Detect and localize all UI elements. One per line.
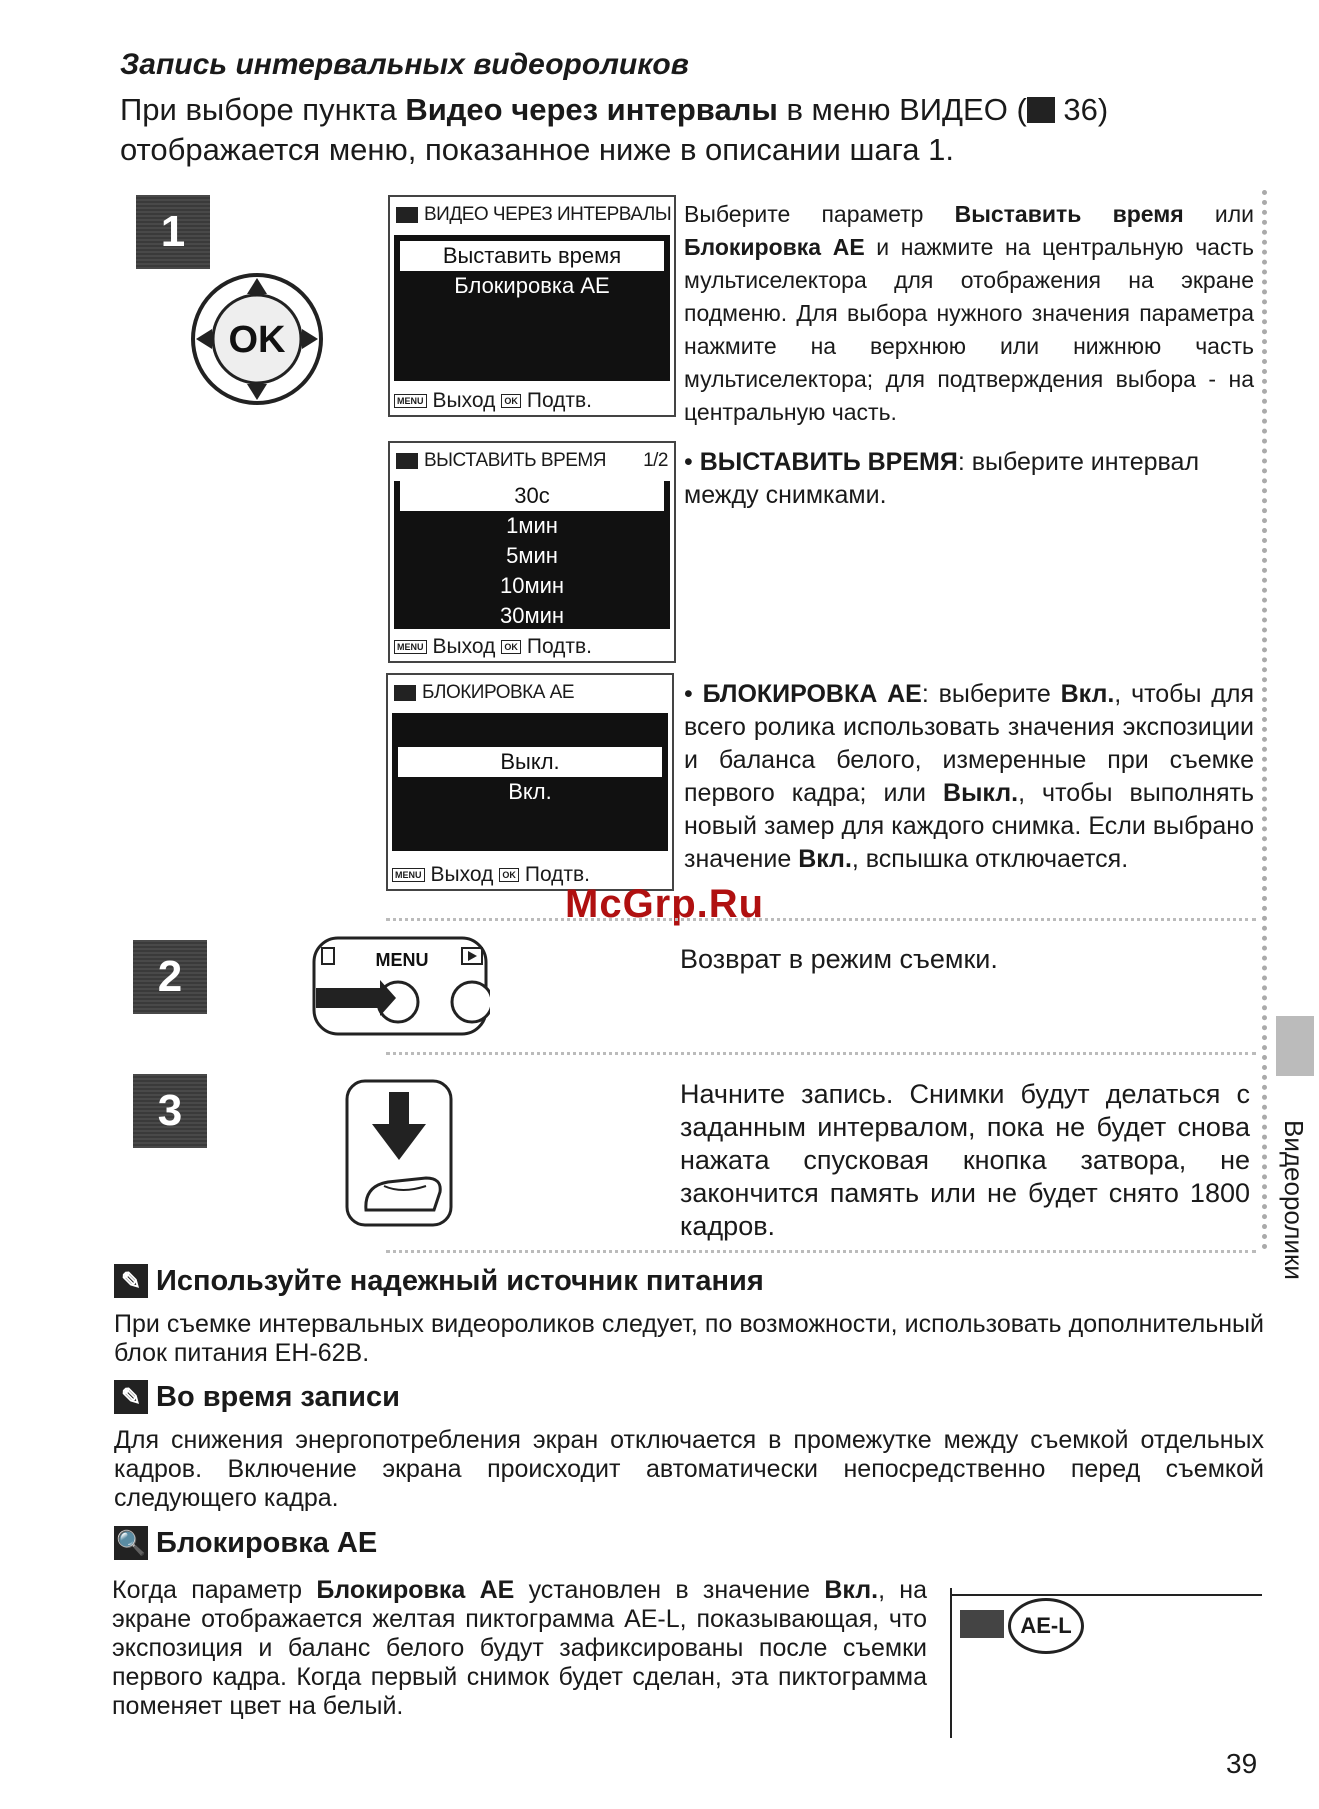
bullet-time-bold: ВЫСТАВИТЬ ВРЕМЯ (699, 448, 958, 476)
screen-edge (952, 1594, 1262, 1596)
step-2-badge: 2 (133, 940, 207, 1014)
menu-tag-icon: MENU (392, 868, 425, 882)
lead-text-2: в меню ВИДЕО ( (777, 92, 1027, 127)
movie-icon (396, 207, 418, 223)
step-divider (386, 1052, 1256, 1055)
ael-screen-illustration (950, 1588, 1262, 1738)
screen-title: ВИДЕО ЧЕРЕЗ ИНТЕРВАЛЫ (424, 204, 672, 225)
bullet-dot: • (684, 448, 700, 476)
section-title: Запись интервальных видеороликов (120, 48, 689, 81)
menu-item-set-time[interactable]: Выставить время (400, 241, 664, 271)
note-1-title (114, 1264, 764, 1298)
magnifier-icon: 🔍 (114, 1526, 148, 1560)
note-3-bold-2: Вкл. (824, 1576, 879, 1604)
bullet-ae-bold-2: Вкл. (1060, 680, 1115, 708)
multiselector-icon (190, 272, 324, 406)
note-3-text-3: , на экране отображается желтая пиктограмма AE-L, показывающая, что экспозиция и баланс белого будут зафиксированы после съемки первого кадра. Когда первый снимок будет сделан, эта пиктограмма поменяет цвет на белый. (112, 1576, 927, 1720)
step-box-border (1256, 190, 1267, 1250)
note-3-bold-1: Блокировка АЕ (316, 1576, 515, 1604)
screen-title: ВЫСТАВИТЬ ВРЕМЯ (424, 450, 606, 471)
watermark: McGrp.Ru (565, 882, 765, 926)
option-30min[interactable]: 30мин (499, 603, 565, 628)
lead-text-3: отображается меню, показанное ниже в описании шага 1. (120, 132, 954, 167)
menu-screen-video-interval (388, 195, 676, 417)
step-2-text: Возврат в режим съемки. (680, 944, 998, 974)
option-off[interactable]: Выкл. (398, 747, 662, 777)
note-3-title-text: Блокировка АЕ (156, 1526, 378, 1559)
menu-screen-ae-lock (386, 673, 674, 891)
footer-exit: Выход (432, 389, 496, 412)
footer-confirm: Подтв. (524, 863, 591, 886)
note-1-body: При съемке интервальных видеороликов следует, по возможности, использовать дополнительный блок питания EH-62B. (114, 1310, 1264, 1367)
lead-page-ref: 36) (1054, 92, 1109, 127)
lead-text-1: При выборе пункта (120, 92, 406, 127)
step-1-text (684, 198, 1254, 429)
ok-tag-icon: OK (501, 394, 521, 408)
ok-tag-icon: OK (499, 868, 519, 882)
page-number: 39 (1226, 1748, 1258, 1779)
menu-list (394, 235, 670, 381)
screen-header (388, 675, 672, 711)
note-2-title (114, 1380, 400, 1414)
screen-footer (394, 389, 592, 413)
screen-header (390, 443, 674, 479)
bullet-ae-text-1: : выберите (921, 680, 1061, 708)
screen-footer (392, 863, 590, 887)
menu-tag-icon: MENU (394, 640, 427, 654)
menu-button-illustration (310, 936, 490, 1036)
side-tab-marker (1276, 1016, 1314, 1076)
side-tab-label: Видеоролики (1279, 1120, 1309, 1280)
menu-list (392, 713, 668, 851)
pencil-icon: ✎ (114, 1380, 148, 1414)
lead-paragraph (120, 90, 1270, 170)
page-ref-icon (1027, 97, 1055, 123)
ok-tag-icon: OK (501, 640, 521, 654)
step-1-badge: 1 (136, 195, 210, 269)
pencil-icon: ✎ (114, 1264, 148, 1298)
movie-icon (394, 685, 416, 701)
movie-icon (960, 1610, 1004, 1638)
screen-footer (394, 635, 592, 659)
menu-button-label: MENU (375, 950, 429, 970)
footer-confirm: Подтв. (526, 389, 593, 412)
bullet-ae-bold: БЛОКИРОВКА АЕ (702, 680, 922, 708)
step-1-text-3: и нажмите на центральную часть мультиселектора для отображения на экране подменю. Для выбора нужного значения параметра нажмите на верхнюю или нижнюю часть мультиселектора; для подтверждения выбора - на центральную часть. (684, 234, 1254, 425)
note-3-title (114, 1526, 377, 1560)
lead-bold: Видео через интервалы (405, 92, 778, 127)
bullet-ae-bold-4: Вкл. (798, 845, 852, 873)
footer-exit: Выход (432, 635, 496, 658)
note-2-title-text: Во время записи (156, 1380, 400, 1413)
bullet-set-time (684, 446, 1254, 512)
step-1-text-2: или (1183, 201, 1254, 227)
note-3-text-2: установлен в значение (514, 1576, 825, 1604)
shutter-release-icon (344, 1078, 454, 1228)
option-on[interactable]: Вкл. (508, 779, 552, 804)
bullet-ae-text-2: , чтобы для всего ролика использовать значения экспозиции и баланса белого, измеренные при съемке первого кадра; или (684, 680, 1254, 807)
ael-icon: AE-L (1008, 1598, 1084, 1654)
bullet-ae-bold-3: Выкл. (943, 779, 1019, 807)
step-1-bold-1: Выставить время (954, 201, 1184, 227)
menu-item-ae-lock[interactable]: Блокировка АЕ (454, 273, 610, 298)
step-3-badge: 3 (133, 1074, 207, 1148)
step-3-text: Начните запись. Снимки будут делаться с заданным интервалом, пока не будет снова нажата спусковая кнопка затвора, не закончится память или не будет снято 1800 кадров. (680, 1079, 1250, 1241)
menu-tag-icon: MENU (394, 394, 427, 408)
note-3-body (112, 1576, 927, 1721)
screen-page: 1/2 (643, 450, 668, 471)
step-divider (386, 1250, 1256, 1253)
footer-confirm: Подтв. (526, 635, 593, 658)
note-3-text-1: Когда параметр (112, 1576, 317, 1604)
bullet-time-text: : выберите интервал между снимками. (684, 448, 1200, 509)
ok-label: OK (228, 319, 286, 361)
footer-exit: Выход (430, 863, 494, 886)
option-10min[interactable]: 10мин (499, 573, 565, 598)
note-2-body: Для снижения энергопотребления экран отключается в промежутке между съемкой отдельных кадров. Включение экрана происходит автоматически непосредственно перед съемкой следующего кадра. (114, 1426, 1264, 1512)
menu-screen-set-time (388, 441, 676, 663)
bullet-dot: • (684, 680, 703, 708)
bullet-ae-lock (684, 678, 1254, 876)
note-1-title-text: Используйте надежный источник питания (156, 1264, 764, 1297)
screen-header (390, 197, 674, 233)
menu-list (394, 481, 670, 629)
option-5min[interactable]: 5мин (506, 543, 558, 568)
bullet-ae-text-3: , чтобы выполнять новый замер для каждого снимка. Если выбрано значение (684, 779, 1254, 873)
step-1-bold-2: Блокировка АЕ (684, 234, 865, 260)
option-30s[interactable]: 30с (400, 481, 664, 511)
movie-icon (396, 453, 418, 469)
bullet-ae-text-4: , вспышка отключается. (851, 845, 1129, 873)
step-1-text-1: Выберите параметр (684, 201, 955, 227)
option-1min[interactable]: 1мин (506, 513, 558, 538)
step-divider (386, 918, 1256, 921)
screen-title: БЛОКИРОВКА АЕ (422, 682, 575, 703)
